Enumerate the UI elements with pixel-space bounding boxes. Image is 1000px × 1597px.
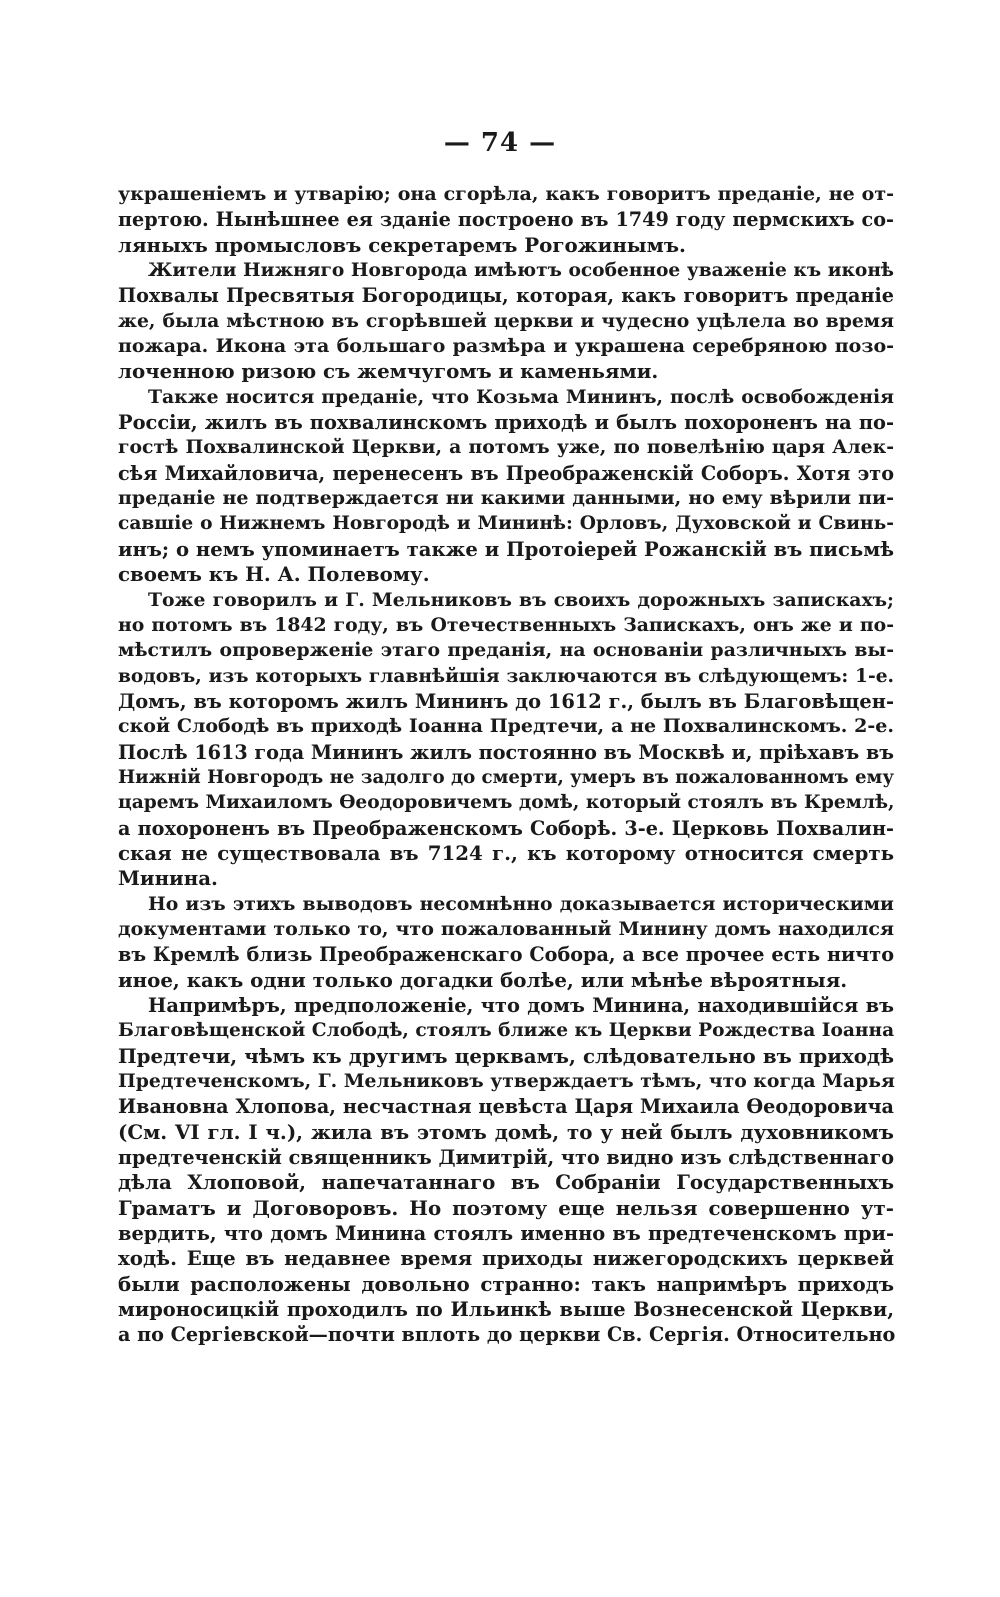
text-line: мироносицкій проходилъ по Ильинкѣ выше Вознесенской Церкви, bbox=[118, 1298, 894, 1322]
text-line: Граматъ и Договоровъ. Но поэтому еще нельзя совершенно ут- bbox=[118, 1195, 894, 1220]
text-line: лоченною ризою съ жемчугомъ и каменьями. bbox=[118, 359, 659, 384]
text-line: инъ; о немъ упоминаетъ также и Протоіерей Рожанскій въ письмѣ bbox=[118, 537, 894, 561]
text-line: Минина. bbox=[118, 866, 218, 891]
text-line: ляныхъ промысловъ секретаремъ Рогожинымъ. bbox=[118, 232, 686, 257]
page-number: — 74 — bbox=[443, 128, 557, 158]
text-line: пожара. Икона эта большаго размѣра и украшена серебряною позо- bbox=[118, 335, 894, 358]
text-line: Домъ, въ которомъ жилъ Мининъ до 1612 г., былъ въ Благовѣщен- bbox=[118, 689, 894, 713]
body-text bbox=[118, 182, 894, 1348]
text-line: Предтечи, чѣмъ къ другимъ церквамъ, слѣдовательно въ приходѣ bbox=[118, 1043, 894, 1068]
text-line: преданіе не подтверждается ни какими данными, но ему вѣрили пи- bbox=[118, 487, 894, 510]
text-line: документами только то, что пожалованный Минину домъ находился bbox=[118, 917, 894, 940]
text-line: были расположены довольно странно: такъ напримѣръ приходъ bbox=[118, 1271, 894, 1296]
text-line: Жители Нижняго Новгорода имѣютъ особенное уваженіе къ иконѣ bbox=[148, 260, 894, 282]
text-line: но потомъ въ 1842 году, въ Отечественныхъ Запискахъ, онъ же и по- bbox=[118, 613, 894, 636]
text-line: Но изъ этихъ выводовъ несомнѣнно доказывается историческими bbox=[148, 892, 894, 915]
text-line: гостѣ Похвалинской Церкви, а потомъ уже, по повелѣнію царя Алек- bbox=[118, 436, 894, 459]
text-line: вердить, что домъ Минина стоялъ именно въ предтеченскомъ при- bbox=[118, 1222, 894, 1246]
text-line: же, была мѣстною въ сгорѣвшей церкви и чудесно уцѣлела во время bbox=[118, 309, 894, 332]
text-line: царемъ Михаиломъ Ѳеодоровичемъ домѣ, который стоялъ въ Кремлѣ, bbox=[118, 792, 895, 814]
text-line: иное, какъ одни только догадки болѣе, или мѣнѣе вѣроятныя. bbox=[118, 967, 848, 992]
text-line: украшеніемъ и утварію; она сгорѣла, какъ говоритъ преданіе, не от- bbox=[118, 183, 894, 205]
text-line: Ивановна Хлопова, несчастная цевѣста Царя Михаила Ѳеодоровича bbox=[118, 1095, 894, 1119]
text-line: ской Слободѣ въ приходѣ Іоанна Предтечи, а не Похвалинскомъ. 2-е. bbox=[118, 715, 894, 738]
text-line: а по Сергіевской—почти вплоть до церкви Св. Сергія. Относительно bbox=[118, 1323, 896, 1347]
text-line: своемъ къ Н. А. Полевому. bbox=[118, 562, 430, 587]
text-line: ская не существовала въ 7124 г., къ которому относится смерть bbox=[118, 840, 894, 865]
text-line: Тоже говорилъ и Г. Мельниковъ въ своихъ дорожныхъ запискахъ; bbox=[148, 588, 894, 611]
text-line: Предтеченскомъ, Г. Мельниковъ утверждаетъ тѣмъ, что когда Марья bbox=[118, 1070, 895, 1093]
text-line: а похороненъ въ Преображенскомъ Соборѣ. 3-е. Церковь Похвалин- bbox=[118, 816, 894, 840]
text-line: мѣстилъ опроверженіе этаго преданія, на основаніи различныхъ вы- bbox=[118, 639, 894, 662]
text-line: пертою. Нынѣшнее ея зданіе построено въ 1749 году пермскихъ со- bbox=[118, 208, 894, 232]
text-line: Послѣ 1613 года Мининъ жилъ постоянно въ Москвѣ и, пріѣхавъ въ bbox=[118, 740, 894, 764]
text-line: предтеченскій священникъ Димитрій, что видно изъ слѣдственнаго bbox=[118, 1146, 894, 1170]
text-line: дѣла Хлоповой, напечатаннаго въ Собраніи Государственныхъ bbox=[118, 1170, 894, 1195]
text-line: ходѣ. Еще въ недавнее время приходы нижегородскихъ церквей bbox=[118, 1246, 894, 1271]
text-line: (См. VI гл. I ч.), жила въ этомъ домѣ, то у ней былъ духовникомъ bbox=[118, 1119, 894, 1144]
text-line: Похвалы Пресвятыя Богородицы, которая, какъ говоритъ преданіе bbox=[118, 284, 894, 308]
text-line: Благовѣщенской Слободѣ, стоялъ ближе къ Церкви Рождества Іоанна bbox=[118, 1020, 895, 1042]
text-line: водовъ, изъ которыхъ главнѣйшія заключаются въ слѣдующемъ: 1-е. bbox=[118, 665, 894, 687]
text-line: Нижній Новгородъ не задолго до смерти, умеръ въ пожалованномъ ему bbox=[118, 766, 894, 788]
text-line: Напримѣръ, предположеніе, что домъ Минина, находившійся въ bbox=[148, 994, 894, 1017]
text-line: въ Кремлѣ близь Преображенскаго Собора, а все прочее есть ничто bbox=[118, 943, 894, 967]
text-line: савшіе о Нижнемъ Новгородѣ и Мининѣ: Орловъ, Духовской и Свинь- bbox=[118, 513, 894, 535]
text-line: Россіи, жилъ въ похвалинскомъ приходѣ и былъ похороненъ на по- bbox=[118, 411, 894, 435]
text-line: сѣя Михайловича, перенесенъ въ Преображенскій Соборъ. Хотя это bbox=[118, 461, 894, 485]
text-line: Также носится преданіе, что Козьма Мининъ, послѣ освобожденія bbox=[148, 385, 894, 408]
